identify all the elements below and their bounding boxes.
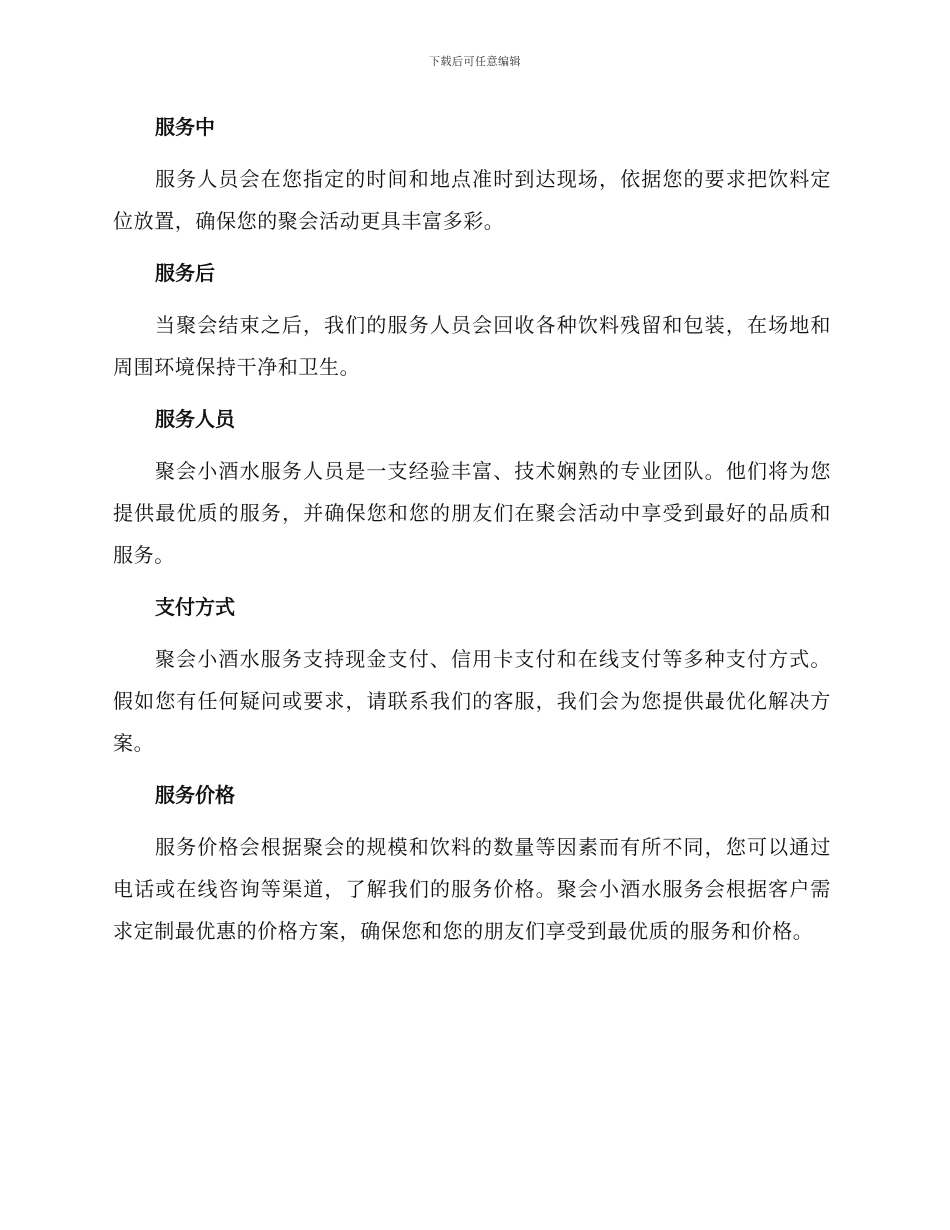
section-body-pricing: 服务价格会根据聚会的规模和饮料的数量等因素而有所不同，您可以通过电话或在线咨询等渠道，了解我们的服务价格。聚会小酒水服务会根据客户需求定制最优惠的价格方案，确保您和您的朋友们享受到最优质的服务和价格。: [113, 835, 831, 943]
section-body-after-service: 当聚会结束之后，我们的服务人员会回收各种饮料残留和包装，在场地和周围环境保持干净和卫生。: [113, 313, 831, 379]
section-heading-staff: 服务人员: [155, 407, 235, 431]
section-heading-during-service: 服务中: [155, 115, 215, 139]
document-content: [113, 106, 831, 962]
section-body-during-service: 服务人员会在您指定的时间和地点准时到达现场，依据您的要求把饮料定位放置，确保您的聚会活动更具丰富多彩。: [113, 167, 831, 233]
section-body-payment: 聚会小酒水服务支持现金支付、信用卡支付和在线支付等多种支付方式。假如您有任何疑问或要求，请联系我们的客服，我们会为您提供最优化解决方案。: [113, 647, 831, 755]
section-heading-after-service: 服务后: [155, 261, 215, 285]
header-note: 下载后可任意编辑: [429, 55, 521, 68]
section-body-staff: 聚会小酒水服务人员是一支经验丰富、技术娴熟的专业团队。他们将为您提供最优质的服务，并确保您和您的朋友们在聚会活动中享受到最好的品质和服务。: [113, 459, 831, 567]
section-heading-payment: 支付方式: [155, 595, 235, 619]
section-heading-pricing: 服务价格: [155, 783, 235, 807]
